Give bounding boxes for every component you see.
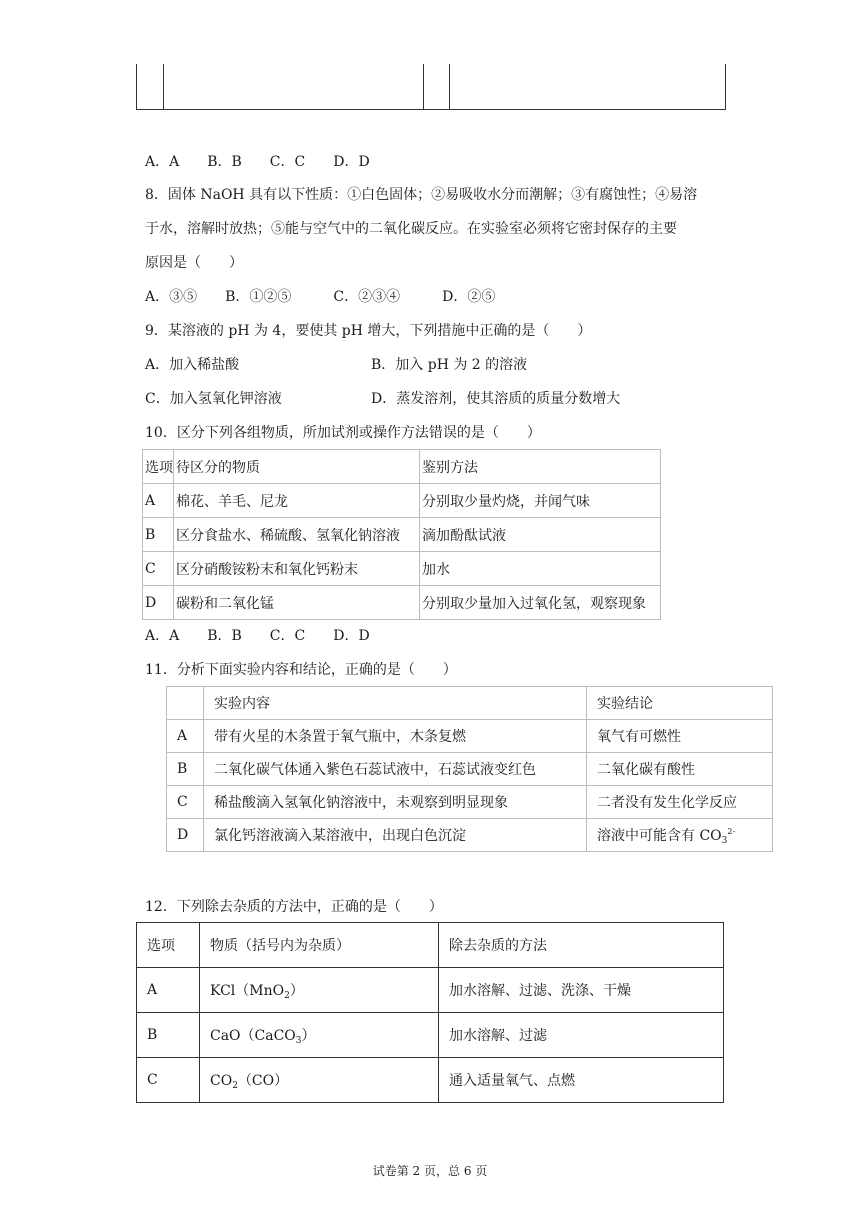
conclusion-text: 溶液中可能含有 CO <box>597 827 722 844</box>
header-cell: 鉴别方法 <box>420 450 661 484</box>
table-cell: C <box>137 1058 200 1103</box>
table-cell: 区分食盐水、稀硫酸、氢氧化钠溶液 <box>174 518 420 552</box>
table-row <box>137 1013 724 1058</box>
table-cell: D <box>167 819 204 852</box>
q12-stem: 12．下列除去杂质的方法中，正确的是（ ） <box>145 899 443 915</box>
table-cell: 滴加酚酞试液 <box>420 518 661 552</box>
superscript: 2- <box>727 826 736 836</box>
q10-stem: 10．区分下列各组物质，所加试剂或操作方法错误的是（ ） <box>145 425 541 441</box>
table-cell <box>200 1058 439 1103</box>
q8-options: A．③⑤ B．①②⑤ C．②③④ D．②⑤ <box>145 289 496 305</box>
formula-text: ） <box>289 982 304 999</box>
table-row <box>137 1058 724 1103</box>
q9-option-c: C．加入氢氧化钾溶液 <box>145 391 282 407</box>
header-cell: 实验结论 <box>587 687 773 720</box>
header-cell: 选项 <box>137 923 200 968</box>
q8-line2: 于水，溶解时放热；⑤能与空气中的二氧化碳反应。在实验室必须将它密封保存的主要 <box>145 221 677 237</box>
table-cell: 氧气有可燃性 <box>587 720 773 753</box>
table-cell: B <box>143 518 174 552</box>
table-cell: 分别取少量加入过氧化氢，观察现象 <box>420 586 661 620</box>
table-cell <box>200 1013 439 1058</box>
table-cell <box>200 968 439 1013</box>
table-cell: 分别取少量灼烧，并闻气味 <box>420 484 661 518</box>
q9-option-d: D．蒸发溶剂，使其溶质的质量分数增大 <box>371 391 621 407</box>
table-cell <box>587 819 773 852</box>
table-header-row <box>167 687 773 720</box>
table-cell: B <box>167 753 204 786</box>
table-cell: 二氧化碳有酸性 <box>587 753 773 786</box>
prev-table-fragment <box>136 64 726 110</box>
table-cell: A <box>137 968 200 1013</box>
header-cell: 选项 <box>143 450 174 484</box>
q9-option-b: B．加入 pH 为 2 的溶液 <box>371 357 528 373</box>
subscript: 2 <box>284 990 290 1001</box>
table-cell: 二氧化碳气体通入紫色石蕊试液中，石蕊试液变红色 <box>204 753 587 786</box>
formula-text: ） <box>301 1027 316 1044</box>
table-cell: 加水溶解、过滤、洗涤、干燥 <box>439 968 724 1013</box>
q11-stem: 11．分析下面实验内容和结论，正确的是（ ） <box>145 662 457 678</box>
table-cell: B <box>137 1013 200 1058</box>
header-cell: 物质（括号内为杂质） <box>200 923 439 968</box>
table-row <box>137 968 724 1013</box>
table-row <box>167 753 773 786</box>
formula-text: CO <box>210 1072 233 1089</box>
q9-option-a: A．加入稀盐酸 <box>145 357 240 373</box>
table-row <box>167 819 773 852</box>
table-cell: C <box>143 552 174 586</box>
formula-text: CaO（CaCO <box>210 1027 296 1044</box>
table-cell: 加水 <box>420 552 661 586</box>
header-cell: 待区分的物质 <box>174 450 420 484</box>
table-cell: C <box>167 786 204 819</box>
header-cell <box>167 687 204 720</box>
header-cell: 除去杂质的方法 <box>439 923 724 968</box>
q8-line3: 原因是（ ） <box>145 255 243 271</box>
q10-options: A．A B．B C．C D．D <box>145 628 370 644</box>
header-cell: 实验内容 <box>204 687 587 720</box>
table-row <box>167 720 773 753</box>
table-cell: 带有火星的木条置于氧气瓶中，木条复燃 <box>204 720 587 753</box>
table-cell: 稀盐酸滴入氢氧化钠溶液中，未观察到明显现象 <box>204 786 587 819</box>
table-cell: A <box>143 484 174 518</box>
table-row <box>143 586 661 620</box>
q8-line1: 8．固体 NaOH 具有以下性质：①白色固体；②易吸收水分而潮解；③有腐蚀性；④易溶 <box>145 187 698 203</box>
page-footer: 试卷第 2 页，总 6 页 <box>372 1164 488 1178</box>
table-cell: 氯化钙溶液滴入某溶液中，出现白色沉淀 <box>204 819 587 852</box>
q12-table <box>136 922 724 1103</box>
table-cell: 加水溶解、过滤 <box>439 1013 724 1058</box>
table-row <box>167 786 773 819</box>
table-cell: 区分硝酸铵粉末和氧化钙粉末 <box>174 552 420 586</box>
q9-stem: 9．某溶液的 pH 为 4，要使其 pH 增大，下列措施中正确的是（ ） <box>145 323 592 339</box>
table-cell: 通入适量氧气、点燃 <box>439 1058 724 1103</box>
q10-table <box>142 449 661 620</box>
table-cell: 二者没有发生化学反应 <box>587 786 773 819</box>
q7-options: A．A B．B C．C D．D <box>145 154 370 170</box>
table-row <box>143 518 661 552</box>
table-cell: D <box>143 586 174 620</box>
table-cell: 棉花、羊毛、尼龙 <box>174 484 420 518</box>
formula-text: （CO） <box>237 1072 289 1089</box>
table-header-row <box>143 450 661 484</box>
table-cell: 碳粉和二氧化锰 <box>174 586 420 620</box>
subscript: 3 <box>295 1035 302 1046</box>
formula-text: KCl（MnO <box>210 982 285 999</box>
subscript: 2 <box>232 1080 238 1091</box>
subscript: 3 <box>721 835 728 846</box>
q11-table <box>166 686 773 852</box>
table-cell: A <box>167 720 204 753</box>
table-header-row <box>137 923 724 968</box>
table-row <box>143 552 661 586</box>
table-row <box>143 484 661 518</box>
